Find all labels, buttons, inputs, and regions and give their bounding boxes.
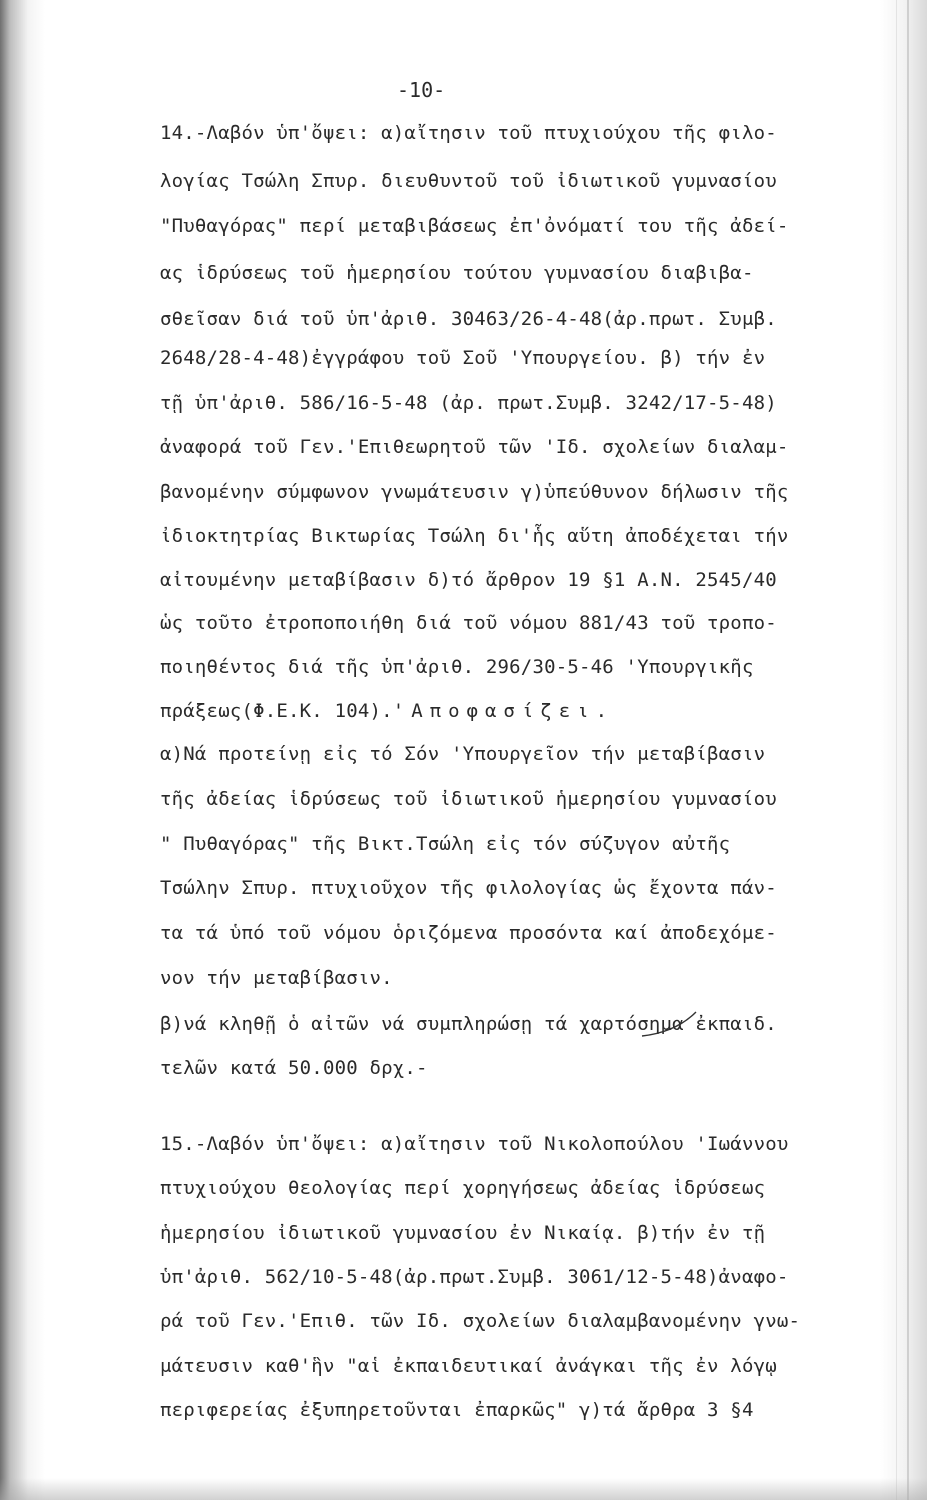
decision-heading: 'Αποφασίζει. <box>392 700 615 722</box>
text-line: πτυχιούχου θεολογίας περί χορηγήσεως ἀδείας ἱδρύσεως <box>160 1177 766 1199</box>
text-line: ἀναφορά τοῦ Γεν.'Επιθεωρητοῦ τῶν 'Ιδ. σχολείων διαλαμ- <box>160 436 789 458</box>
text-line <box>160 700 614 722</box>
text-line: περιφερείας ἐξυπηρετοῦνται ἐπαρκῶς" γ)τά ἄρθρα 3 §4 <box>160 1399 754 1421</box>
text-line: τελῶν κατά 50.000 δρχ.- <box>160 1057 428 1079</box>
text-line: τῆς ἀδείας ἱδρύσεως τοῦ ἰδιωτικοῦ ἡμερησίου γυμνασίου <box>160 788 777 810</box>
text-line: ἰδιοκτητρίας Βικτωρίας Τσώλη δι'ἧς αὕτη ἀποδέχεται τήν <box>160 525 789 547</box>
page-edge-line <box>907 0 909 1500</box>
handwritten-correction-mark <box>640 1010 700 1040</box>
text-line: ὑπ'ἀριθ. 562/10-5-48(ἀρ.πρωτ.Συμβ. 3061/12-5-48)ἀναφο- <box>160 1266 789 1288</box>
text-line: νον τήν μεταβίβασιν. <box>160 967 393 989</box>
text-line: ποιηθέντος διά τῆς ὑπ'ἀριθ. 296/30-5-46 'Υπουργικῆς <box>160 656 754 678</box>
text-line: 2648/28-4-48)ἐγγράφου τοῦ Σοῦ 'Υπουργείου. β) τήν ἐν <box>160 347 766 369</box>
text-line: αἰτουμένην μεταβίβασιν δ)τό ἄρθρον 19 §1 Α.Ν. 2545/40 <box>160 569 777 591</box>
text-line: μάτευσιν καθ'ἣν "αἱ ἐκπαιδευτικαί ἀνάγκαι τῆς ἐν λόγῳ <box>160 1355 777 1377</box>
text-line: 14.-Λαβόν ὑπ'ὄψει: α)αἴτησιν τοῦ πτυχιούχου τῆς φιλο- <box>160 122 777 144</box>
page-bottom-shadow <box>0 1478 927 1500</box>
text-line: β)νά κληθῇ ὁ αἰτῶν νά συμπληρώσῃ τά χαρτόσημα ἐκπαιδ. <box>160 1013 777 1035</box>
text-line: α)Νά προτείνῃ εἰς τό Σόν 'Υπουργεῖον τήν μεταβίβασιν <box>160 743 766 765</box>
text-line: 15.-Λαβόν ὑπ'ὄψει: α)αἴτησιν τοῦ Νικολοπούλου 'Ιωάννου <box>160 1133 789 1155</box>
text-line: τα τά ὑπό τοῦ νόμου ὁριζόμενα προσόντα καί ἀποδεχόμε- <box>160 922 777 944</box>
text-line: λογίας Τσώλη Σπυρ. διευθυντοῦ τοῦ ἰδιωτικοῦ γυμνασίου <box>160 170 777 192</box>
text-line: "Πυθαγόρας" περί μεταβιβάσεως ἐπ'ὀνόματί του τῆς ἀδεί- <box>160 215 789 237</box>
text-line: ας ἱδρύσεως τοῦ ἡμερησίου τούτου γυμνασίου διαβιβα- <box>160 262 754 284</box>
text-line: σθεῖσαν διά τοῦ ὑπ'ἀριθ. 30463/26-4-48(ἀρ.πρωτ. Συμβ. <box>160 308 777 330</box>
text-line-prefix: πράξεως(Φ.Ε.Κ. 104). <box>160 700 393 722</box>
text-line: ρά τοῦ Γεν.'Επιθ. τῶν Ιδ. σχολείων διαλαμβανομένην γνω- <box>160 1310 801 1332</box>
text-line: ἡμερησίου ἰδιωτικοῦ γυμνασίου ἐν Νικαίᾳ. β)τήν ἐν τῇ <box>160 1222 766 1244</box>
text-line: τῇ ὑπ'ἀριθ. 586/16-5-48 (ἀρ. πρωτ.Συμβ. 3242/17-5-48) <box>160 392 777 414</box>
text-line: βανομένην σύμφωνον γνωμάτευσιν γ)ὑπεύθυνον δήλωσιν τῆς <box>160 481 789 503</box>
page-edge-line-secondary <box>896 0 897 1500</box>
page-number: -10- <box>397 78 446 102</box>
text-line: ὡς τοῦτο ἐτροποποιήθη διά τοῦ νόμου 881/43 τοῦ τροπο- <box>160 612 777 634</box>
text-line: Τσώλην Σπυρ. πτυχιοῦχον τῆς φιλολογίας ὡς ἔχοντα πάν- <box>160 877 777 899</box>
text-line: " Πυθαγόρας" τῆς Βικτ.Τσώλη εἰς τόν σύζυγον αὐτῆς <box>160 833 731 855</box>
